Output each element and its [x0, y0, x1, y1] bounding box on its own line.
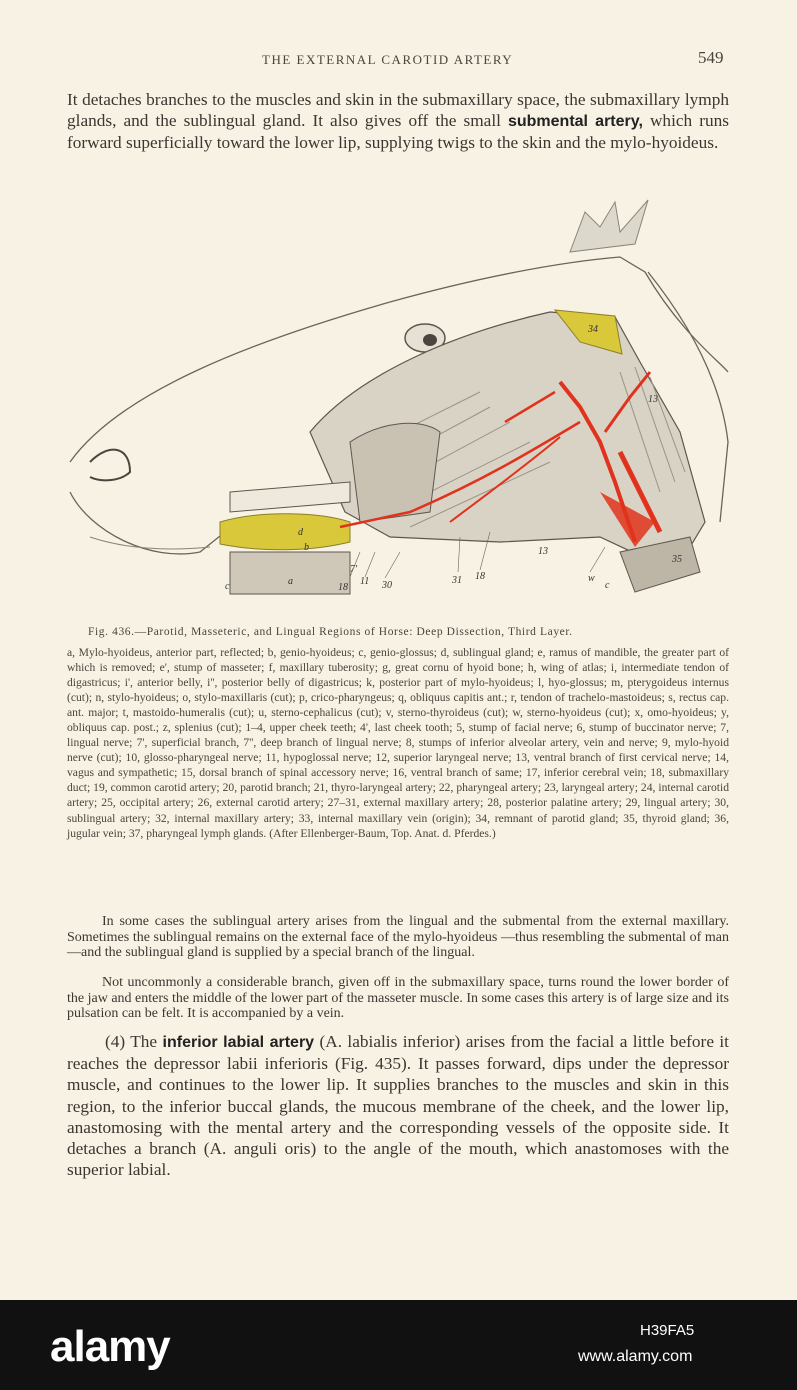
mane — [570, 200, 648, 252]
fig-label: 11 — [360, 576, 370, 587]
fig-label: c — [605, 580, 610, 591]
intro-text-before: It detaches branches to the muscles and skin in the submaxillary space, the submaxillary lymph glands, and the sublingual gland. It also gives off the small — [67, 90, 729, 130]
inferior-labial-paragraph — [67, 1031, 729, 1180]
image-id: H39FA5 — [640, 1322, 695, 1339]
cheek-teeth — [230, 482, 350, 512]
fig-label: b — [304, 542, 309, 553]
muzzle — [70, 492, 225, 554]
fig-label: c — [225, 581, 230, 592]
horse-head-dissection-figure — [60, 192, 740, 617]
fig-label: 31 — [452, 575, 462, 586]
label-34: 34 — [588, 324, 598, 335]
running-head: THE EXTERNAL CAROTID ARTERY — [262, 52, 514, 67]
fig-label: 18 — [475, 571, 485, 582]
mylo-hyoideus — [230, 552, 350, 594]
fig-label: 13 — [538, 546, 548, 557]
small-print-paragraph-1: In some cases the sublingual artery arises from the lingual and the submental from the external maxillary. Sometimes the sublingual remains on the external face of the mylo-hyoideus —thus resembling the submental of man—and the sublingual gland is supplied by a special branch of the lingual. — [67, 914, 729, 960]
fig-label: 35 — [672, 554, 682, 565]
mandible-ramus — [350, 423, 440, 522]
site-url: www.alamy.com — [578, 1348, 693, 1365]
lips — [90, 537, 210, 549]
page-number: 549 — [698, 48, 724, 67]
nostril — [90, 450, 130, 481]
fig-label: 18 — [338, 582, 348, 593]
label-13: 13 — [648, 394, 658, 405]
figure-caption-title: Fig. 436.—Parotid, Masseteric, and Lingual Regions of Horse: Deep Dissection, Third Layer. — [88, 626, 573, 638]
fig-label: w — [588, 573, 595, 584]
section4-text-after: (A. labialis inferior) arises from the facial a little before it reaches the depressor labii inferioris (Fig. 435). It passes forward, dips under the depressor muscle, and continues to the lower lip. It supplies branches to the muscles and skin in this region, to the inferior buccal glands, the mucous membrane of the cheek, and the lower lip, anastomosing with the mental artery and the corresponding vessels of the opposite side. It detaches a branch (A. anguli oris) to the angle of the mouth, which anastomoses with the superior labial. — [67, 1032, 729, 1180]
fig-label: 30 — [382, 580, 392, 591]
inferior-labial-artery-term: inferior labial artery — [162, 1034, 315, 1051]
fig-label: d — [298, 527, 303, 538]
sublingual-gland — [220, 514, 350, 550]
figure-caption-legend: a, Mylo-hyoideus, anterior part, reflected; b, genio-hyoideus; c, genio-glossus; d, sublingual gland; e, ramus of mandible, the greater part of which is removed; e', stump of masseter; f, maxillary tuberosity; g, great cornu of hyoid bone; h, wing of atlas; i, intermediate tendon of digastricus; i', anterior belly, i'', posterior belly of digastricus; k, posterior part of mylo-hyoideus; l, hyo-glossus; m, pterygoideus internus (cut); n, stylo-hyoideus; o, stylo-maxillaris (cut); p, crico-pharyngeus; q, obliquus capitis ant.; r, tendon of trachelo-mastoideus; s, rectus cap. ant. major; t, mastoido-humeralis (cut); u, sterno-cephalicus (cut); v, sterno-thyroideus (cut); w, sterno-hyoideus (cut); x, omo-hyoideus; y, obliquus cap. post.; z, splenius (cut); 1–4, upper cheek teeth; 4', last cheek tooth; 5, stump of facial nerve; 6, stump of buccinator nerve; 7, lingual nerve; 7', superficial branch, 7'', deep branch of lingual nerve; 8, stumps of inferior alveolar artery, vein and nerve; 9, mylo-hyoid nerve (cut); 10, glosso-pharyngeal nerve; 11, hypoglossal nerve; 12, superior laryngeal nerve; 13, ventral branch of first cervical nerve; 14, vagus and sympathetic; 15, dorsal branch of spinal accessory nerve; 16, ventral branch of same; 17, inferior cerebral vein; 18, submaxillary duct; 19, common carotid artery; 20, parotid branch; 21, thyro-laryngeal artery; 22, pharyngeal artery; 23, laryngeal artery; 24, internal carotid artery; 25, occipital artery; 26, external carotid artery; 27–31, external maxillary artery; 28, posterior palatine artery; 29, lingual artery; 30, sublingual artery; 32, internal maxillary artery; 33, internal maxillary vein (origin); 34, remnant of parotid gland; 35, thyroid gland; 36, jugular vein; 37, pharyngeal lymph glands. (After Ellenberger-Baum, Top. Anat. d. Pferdes.) — [67, 646, 729, 840]
intro-paragraph — [67, 89, 729, 153]
submental-artery-term: submental artery, — [507, 113, 643, 130]
alamy-logo: alamy — [50, 1322, 170, 1371]
fig-label: a — [288, 576, 293, 587]
small-print-paragraph-2: Not uncommonly a considerable branch, given off in the submaxillary space, turns round the lower border of the jaw and enters the middle of the lower part of the masseter muscle. In some cases this artery is of large size and its pulsation can be felt. It is accompanied by a vein. — [67, 975, 729, 1021]
fig-label: 7' — [350, 564, 358, 575]
intro-text-after: which runs forward superficially toward the lower lip, supplying twigs to the skin and the mylo-hyoideus. — [67, 111, 729, 152]
section4-text-before: (4) The — [105, 1032, 163, 1051]
pupil — [423, 334, 437, 346]
